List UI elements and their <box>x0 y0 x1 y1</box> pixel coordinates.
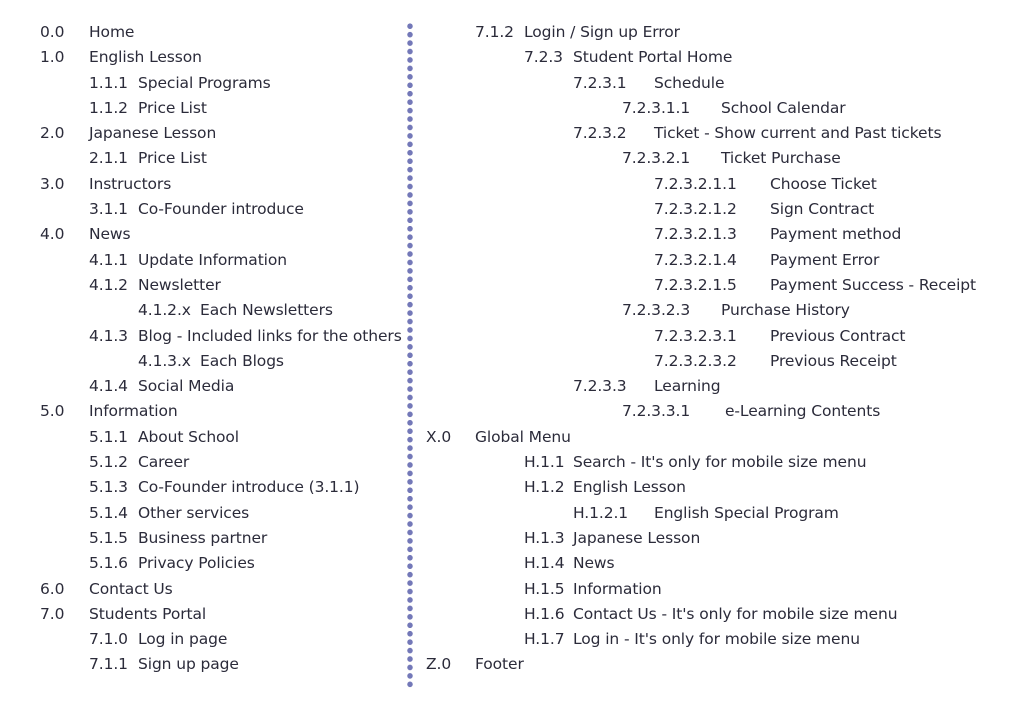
entry-title: Other services <box>138 503 250 522</box>
entry-number: 7.1.0 <box>89 630 128 649</box>
entry-title: English Special Program <box>654 503 839 522</box>
entry-title: News <box>89 225 131 244</box>
entry-title: English Lesson <box>573 478 686 497</box>
entry-title: Sign Contract <box>770 200 875 219</box>
entry-number: 7.2.3.2.1 <box>622 149 691 168</box>
entry-number: 4.1.1 <box>89 250 128 269</box>
sitemap-entry <box>0 197 405 222</box>
entry-title: Ticket - Show current and Past tickets <box>654 124 942 143</box>
sitemap-entry <box>0 96 405 121</box>
entry-number: H.1.3 <box>524 528 565 547</box>
entry-number: 7.2.3.2.1.4 <box>654 250 737 269</box>
entry-title: Social Media <box>138 377 235 396</box>
entry-title: Price List <box>138 98 207 117</box>
sitemap-entry <box>0 121 405 146</box>
entry-title: Special Programs <box>138 73 271 92</box>
entry-number: 7.1.1 <box>89 655 128 674</box>
entry-title: Information <box>89 402 178 421</box>
sitemap-entry <box>414 399 1024 424</box>
entry-number: 7.2.3.1 <box>573 73 627 92</box>
entry-number: H.1.2.1 <box>573 503 629 522</box>
dotted-divider <box>406 22 414 690</box>
entry-number: 5.1.5 <box>89 528 128 547</box>
sitemap-entry <box>414 551 1024 576</box>
sitemap-entry <box>0 45 405 70</box>
sitemap-entry <box>0 222 405 247</box>
entry-number: 5.0 <box>40 402 65 421</box>
entry-title: Payment Error <box>770 250 880 269</box>
entry-number: 4.0 <box>40 225 65 244</box>
entry-number: 7.1.2 <box>475 23 514 41</box>
sitemap-entry <box>0 501 405 526</box>
entry-number: 7.0 <box>40 604 65 623</box>
entry-title: School Calendar <box>721 98 846 117</box>
sitemap-entry <box>414 45 1024 70</box>
entry-number: 0.0 <box>40 23 65 41</box>
entry-number: 1.1.1 <box>89 73 128 92</box>
sitemap-entry <box>0 324 405 349</box>
sitemap-entry <box>414 222 1024 247</box>
entry-number: 1.1.2 <box>89 98 128 117</box>
entry-title: Co-Founder introduce (3.1.1) <box>138 478 360 497</box>
entry-title: Search - It's only for mobile size menu <box>573 453 867 472</box>
entry-title: About School <box>138 427 240 446</box>
entry-title: e-Learning Contents <box>725 402 881 421</box>
sitemap-entry <box>414 526 1024 551</box>
sitemap-entry <box>414 652 1024 677</box>
entry-number: H.1.7 <box>524 630 565 649</box>
entry-title: Payment method <box>770 225 902 244</box>
sitemap-entry <box>0 298 405 323</box>
sitemap-entry <box>0 425 405 450</box>
entry-number: 2.0 <box>40 124 65 143</box>
entry-title: Update Information <box>138 250 287 269</box>
sitemap-entry <box>0 526 405 551</box>
sitemap-entry <box>0 627 405 652</box>
entry-title: Price List <box>138 149 207 168</box>
sitemap-entry <box>0 399 405 424</box>
sitemap-entry <box>0 248 405 273</box>
entry-title: News <box>573 554 615 573</box>
entry-number: 3.0 <box>40 174 65 193</box>
entry-title: Global Menu <box>475 427 571 446</box>
sitemap-entry <box>0 349 405 374</box>
entry-title: Purchase History <box>721 301 850 320</box>
entry-title: Each Newsletters <box>200 301 333 320</box>
sitemap-entry <box>0 652 405 677</box>
entry-title: Login / Sign up Error <box>524 23 680 41</box>
entry-title: Sign up page <box>138 655 239 674</box>
sitemap-entry <box>414 475 1024 500</box>
sitemap-entry <box>414 96 1024 121</box>
entry-number: H.1.4 <box>524 554 565 573</box>
entry-number: X.0 <box>426 427 452 446</box>
entry-number: 4.1.3.x <box>138 351 191 370</box>
entry-number: 7.2.3.2.1.3 <box>654 225 737 244</box>
entry-title: Japanese Lesson <box>573 528 701 547</box>
sitemap-entry <box>414 20 1024 45</box>
entry-number: 7.2.3.3.1 <box>622 402 691 421</box>
sitemap-left-column <box>0 20 405 678</box>
entry-number: 5.1.6 <box>89 554 128 573</box>
entry-number: 7.2.3.3 <box>573 377 627 396</box>
entry-number: H.1.1 <box>524 453 565 472</box>
sitemap-entry <box>414 197 1024 222</box>
entry-title: Learning <box>654 377 721 396</box>
sitemap-entry <box>414 172 1024 197</box>
entry-number: 7.2.3.1.1 <box>622 98 691 117</box>
sitemap-entry <box>414 450 1024 475</box>
entry-title: Each Blogs <box>200 351 284 370</box>
entry-number: 1.0 <box>40 48 65 67</box>
entry-title: Previous Receipt <box>770 351 897 370</box>
sitemap-entry <box>0 20 405 45</box>
sitemap-entry <box>414 374 1024 399</box>
sitemap-entry <box>0 475 405 500</box>
entry-number: 7.2.3.2.3.1 <box>654 326 737 345</box>
sitemap-entry <box>0 146 405 171</box>
sitemap-entry <box>0 374 405 399</box>
sitemap-entry <box>0 172 405 197</box>
entry-number: 4.1.4 <box>89 377 128 396</box>
entry-title: Footer <box>475 655 524 674</box>
entry-number: 4.1.3 <box>89 326 128 345</box>
sitemap-entry <box>0 450 405 475</box>
entry-title: Newsletter <box>138 275 221 294</box>
entry-title: Students Portal <box>89 604 207 623</box>
entry-title: Instructors <box>89 174 172 193</box>
sitemap-entry <box>0 273 405 298</box>
sitemap-entry <box>414 248 1024 273</box>
entry-number: H.1.6 <box>524 604 565 623</box>
entry-title: Home <box>89 23 135 41</box>
sitemap-entry <box>414 577 1024 602</box>
sitemap-entry <box>414 273 1024 298</box>
entry-title: Schedule <box>654 73 725 92</box>
entry-title: Information <box>573 579 662 598</box>
sitemap-entry <box>414 425 1024 450</box>
entry-title: Ticket Purchase <box>721 149 841 168</box>
entry-title: Payment Success - Receipt <box>770 275 977 294</box>
entry-title: Contact Us <box>89 579 173 598</box>
sitemap-entry <box>414 71 1024 96</box>
sitemap-entry <box>414 501 1024 526</box>
sitemap-entry <box>414 324 1024 349</box>
entry-title: Co-Founder introduce <box>138 200 304 219</box>
entry-title: Log in page <box>138 630 228 649</box>
sitemap-entry <box>414 627 1024 652</box>
sitemap-entry <box>0 71 405 96</box>
entry-title: Business partner <box>138 528 268 547</box>
entry-title: English Lesson <box>89 48 202 67</box>
entry-number: 7.2.3.2.1.1 <box>654 174 737 193</box>
sitemap-entry <box>414 349 1024 374</box>
entry-number: 7.2.3.2.1.2 <box>654 200 737 219</box>
sitemap-entry <box>0 551 405 576</box>
entry-number: H.1.5 <box>524 579 565 598</box>
sitemap-entry <box>0 602 405 627</box>
sitemap-entry <box>414 121 1024 146</box>
entry-number: H.1.2 <box>524 478 565 497</box>
entry-number: 2.1.1 <box>89 149 128 168</box>
entry-title: Log in - It's only for mobile size menu <box>573 630 860 649</box>
sitemap-right-column <box>414 20 1024 678</box>
entry-number: 4.1.2.x <box>138 301 191 320</box>
sitemap-entry <box>0 577 405 602</box>
entry-title: Japanese Lesson <box>89 124 217 143</box>
entry-title: Previous Contract <box>770 326 906 345</box>
entry-number: 7.2.3.2 <box>573 124 627 143</box>
entry-number: 5.1.2 <box>89 453 128 472</box>
entry-number: 4.1.2 <box>89 275 128 294</box>
entry-number: 7.2.3.2.3 <box>622 301 691 320</box>
entry-title: Choose Ticket <box>770 174 877 193</box>
entry-number: 5.1.4 <box>89 503 128 522</box>
entry-number: 6.0 <box>40 579 65 598</box>
entry-number: 5.1.3 <box>89 478 128 497</box>
entry-number: Z.0 <box>426 655 452 674</box>
entry-title: Student Portal Home <box>573 48 733 67</box>
entry-title: Career <box>138 453 190 472</box>
entry-title: Contact Us - It's only for mobile size menu <box>573 604 898 623</box>
entry-number: 5.1.1 <box>89 427 128 446</box>
entry-number: 7.2.3 <box>524 48 563 67</box>
entry-title: Blog - Included links for the others <box>138 326 402 345</box>
entry-number: 7.2.3.2.1.5 <box>654 275 737 294</box>
sitemap-entry <box>414 602 1024 627</box>
sitemap-entry <box>414 146 1024 171</box>
entry-number: 3.1.1 <box>89 200 128 219</box>
entry-title: Privacy Policies <box>138 554 255 573</box>
sitemap-entry <box>414 298 1024 323</box>
entry-number: 7.2.3.2.3.2 <box>654 351 737 370</box>
